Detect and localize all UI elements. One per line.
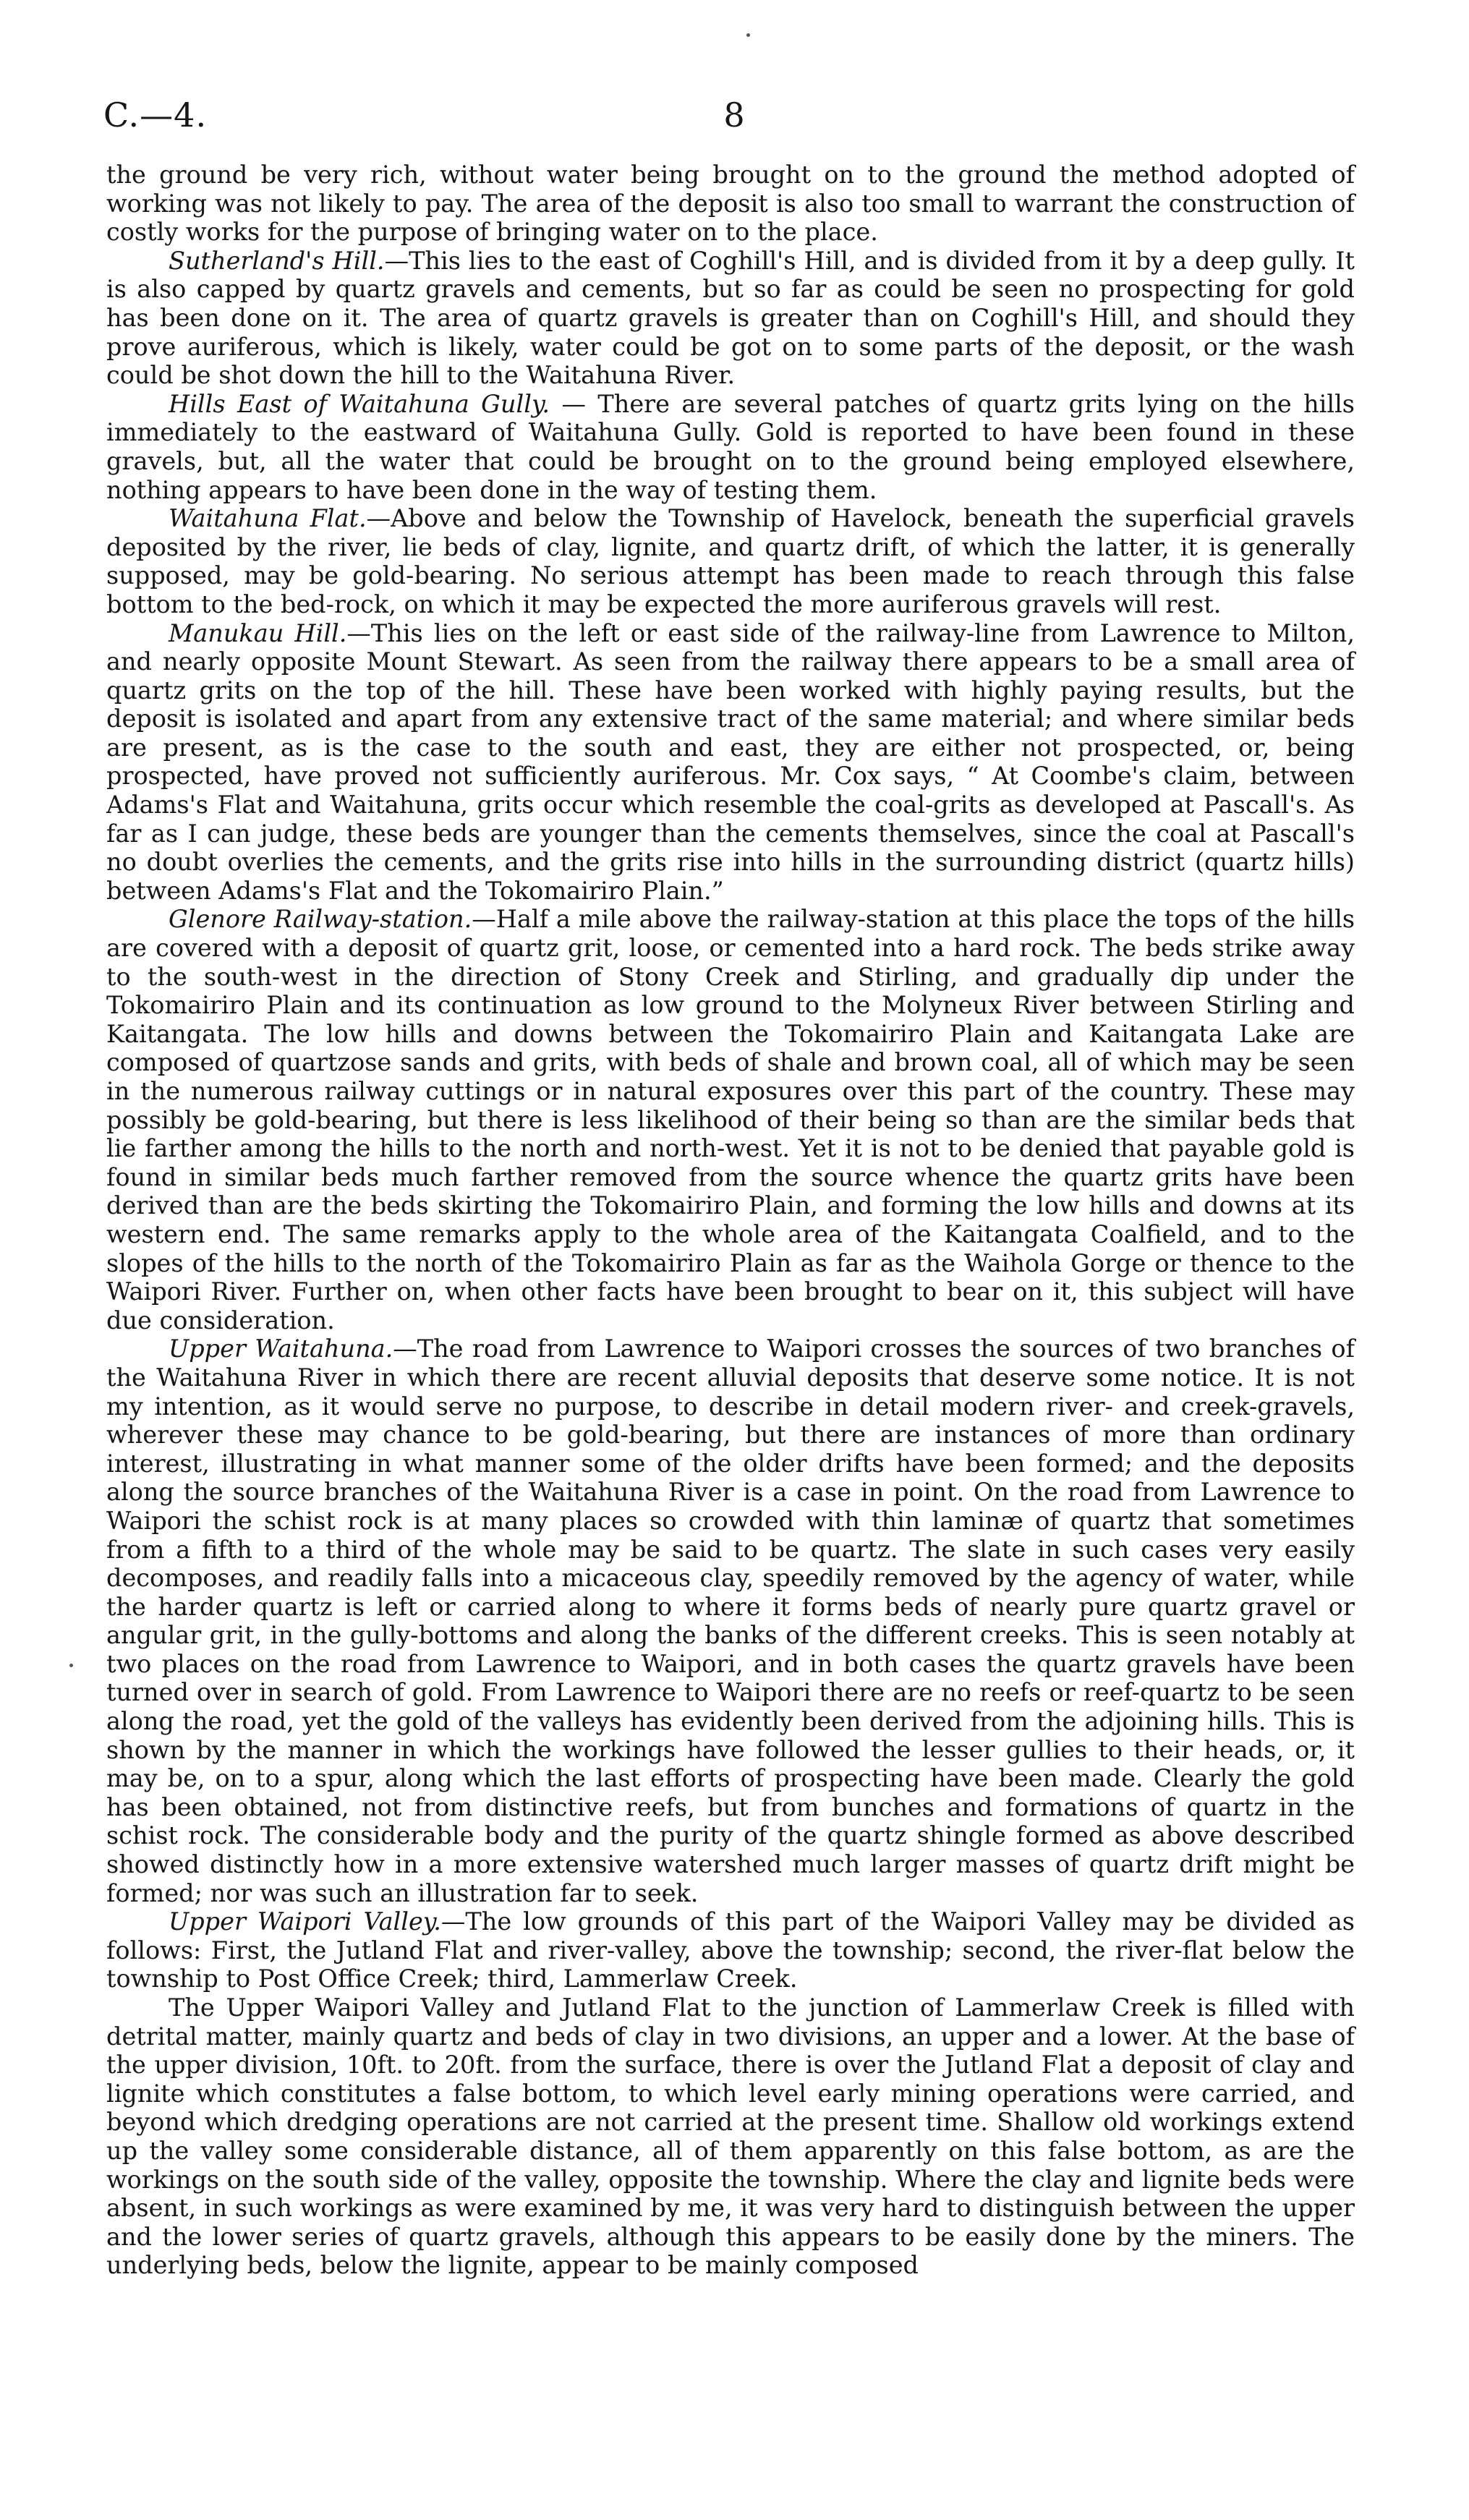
paragraph-jutland-flat — [106, 1993, 1355, 2280]
section-heading: Manukau Hill. — [169, 618, 347, 647]
paragraph-sutherlands-hill — [106, 247, 1355, 390]
section-heading: Waitahuna Flat. — [169, 504, 367, 533]
paragraph-hills-east-waitahuna-gully — [106, 390, 1355, 504]
document-reference: C.—4. — [103, 95, 208, 135]
section-heading: Glenore Railway-station. — [169, 905, 472, 934]
section-heading: Upper Waipori Valley. — [169, 1907, 441, 1936]
paragraph-text: —This lies on the left or east side of the railway-line from Lawrence to Milton, and nearly opposite Mount Stewart. As seen from the railway there appears to be a small area of quartz grits on the top of the hill. These have been worked with highly paying results, but the deposit is isolated and apart from any extensive tract of the same material; and where similar beds are present, as is the case to the south and east, they are either not prospected, or, being prospected, have proved not sufficiently auriferous. Mr. Cox says, “ At Coombe's claim, between Adams's Flat and Waitahuna, grits occur which resemble the coal-grits as developed at Pascall's. As far as I can judge, these beds are younger than the cements themselves, since the coal at Pascall's no doubt overlies the cements, and the grits rise into hills in the surrounding district (quartz hills) between Adams's Flat and the Tokomairiro Plain.” — [106, 618, 1355, 905]
paragraph-waitahuna-flat — [106, 504, 1355, 618]
section-heading: Sutherland's Hill. — [169, 246, 385, 275]
body-text — [106, 161, 1355, 2280]
paragraph-upper-waipori-valley — [106, 1907, 1355, 1993]
paragraph-text: —The low grounds of this part of the Waipori Valley may be divided as follows: First, the Jutland Flat and river-valley, above the township; second, the river-flat below the township to Post Office Creek; third, Lammerlaw Creek. — [106, 1907, 1355, 1993]
scan-speck — [746, 33, 750, 37]
paragraph-continuation — [106, 161, 1355, 247]
paragraph-text: —This lies to the east of Coghill's Hill, and is divided from it by a deep gully. It is also capped by quartz gravels and cements, but so far as could be seen no prospecting for gold has been done on it. The area of quartz gravels is greater than on Coghill's Hill, and should they prove auriferous, which is likely, water could be got on to some parts of the deposit, or the wash could be shot down the hill to the Waitahuna River. — [106, 246, 1355, 390]
paragraph-text: —Above and below the Township of Havelock, beneath the superficial gravels deposited by the river, lie beds of clay, lignite, and quartz drift, of which the latter, it is generally supposed, may be gold-bearing. No serious attempt has been made to reach through this false bottom to the bed-rock, on which it may be expected the more auriferous gravels will rest. — [106, 504, 1355, 618]
paragraph-upper-waitahuna — [106, 1335, 1355, 1907]
section-heading: Upper Waitahuna. — [169, 1335, 393, 1363]
paragraph-glenore-railway-station — [106, 905, 1355, 1335]
paragraph-text: — There are several patches of quartz grits lying on the hills immediately to the eastward of Waitahuna Gully. Gold is reported to have been found in these gravels, but, all the water that could be brought on to the ground being employed elsewhere, nothing appears to have been done in the way of testing them. — [106, 389, 1355, 504]
page-header — [0, 0, 1469, 174]
paragraph-text: The Upper Waipori Valley and Jutland Flat to the junction of Lammerlaw Creek is filled with detrital matter, mainly quartz and beds of clay in two divisions, an upper and a lower. At the base of the upper division, 10ft. to 20ft. from the surface, there is over the Jutland Flat a deposit of clay and lignite which constitutes a false bottom, to which level early mining operations were carried, and beyond which dredging operations are not carried at the present time. Shallow old workings extend up the valley some considerable distance, all of them apparently on this false bottom, as are the workings on the south side of the valley, opposite the township. Where the clay and lignite beds were absent, in such workings as were examined by me, it was very hard to distinguish between the upper and the lower series of quartz gravels, although this appears to be easily done by the miners. The underlying beds, below the lignite, appear to be mainly composed — [106, 1993, 1355, 2280]
page-number: 8 — [723, 95, 745, 135]
paragraph-text: —Half a mile above the railway-station at this place the tops of the hills are covered with a deposit of quartz grit, loose, or cemented into a hard rock. The beds strike away to the south-west in the direction of Stony Creek and Stirling, and gradually dip under the Tokomairiro Plain and its continuation as low ground to the Molyneux River between Stirling and Kaitangata. The low hills and downs between the Tokomairiro Plain and Kaitangata Lake are composed of quartzose sands and grits, with beds of shale and brown coal, all of which may be seen in the numerous railway cuttings or in natural exposures over this part of the country. These may possibly be gold-bearing, but there is less likelihood of their being so than are the similar beds that lie farther among the hills to the north and north-west. Yet it is not to be denied that payable gold is found in similar beds much farther removed from the source whence the quartz grits have been derived than are the beds skirting the Tokomairiro Plain, and forming the low hills and downs at its western end. The same remarks apply to the whole area of the Kaitangata Coalfield, and to the slopes of the hills to the north of the Tokomairiro Plain as far as the Waihola Gorge or thence to the Waipori River. Further on, when other facts have been brought to bear on it, this subject will have due consideration. — [106, 905, 1355, 1335]
section-heading: Hills East of Waitahuna Gully. — [169, 389, 550, 418]
paragraph-text: —The road from Lawrence to Waipori crosses the sources of two branches of the Waitahuna River in which there are recent alluvial deposits that deserve some notice. It is not my intention, as it would serve no purpose, to describe in detail modern river- and creek-gravels, wherever these may chance to be gold-bearing, but there are instances of more than ordinary interest, illustrating in what manner some of the older drifts have been formed; and the deposits along the source branches of the Waitahuna River is a case in point. On the road from Lawrence to Waipori the schist rock is at many places so crowded with thin laminæ of quartz that sometimes from a fifth to a third of the whole may be said to be quartz. The slate in such cases very easily decomposes, and readily falls into a micaceous clay, speedily removed by the agency of water, while the harder quartz is left or carried along to where it forms beds of nearly pure quartz gravel or angular grit, in the gully-bottoms and along the banks of the different creeks. This is seen notably at two places on the road from Lawrence to Waipori, and in both cases the quartz gravels have been turned over in search of gold. From Lawrence to Waipori there are no reefs or reef-quartz to be seen along the road, yet the gold of the valleys has evidently been derived from the adjoining hills. This is shown by the manner in which the workings have followed the lesser gullies to their heads, or, it may be, on to a spur, along which the last efforts of prospecting have been made. Clearly the gold has been obtained, not from distinctive reefs, but from bunches and formations of quartz in the schist rock. The considerable body and the purity of the quartz shingle formed as above described showed distinctly how in a more extensive watershed much larger masses of quartz drift might be formed; nor was such an illustration far to seek. — [106, 1335, 1355, 1907]
paragraph-text: the ground be very rich, without water being brought on to the ground the method adopted of working was not likely to pay. The area of the deposit is also too small to warrant the construction of costly works for the purpose of bringing water on to the place. — [106, 161, 1355, 247]
paragraph-manukau-hill — [106, 619, 1355, 906]
scan-speck — [69, 1664, 73, 1667]
